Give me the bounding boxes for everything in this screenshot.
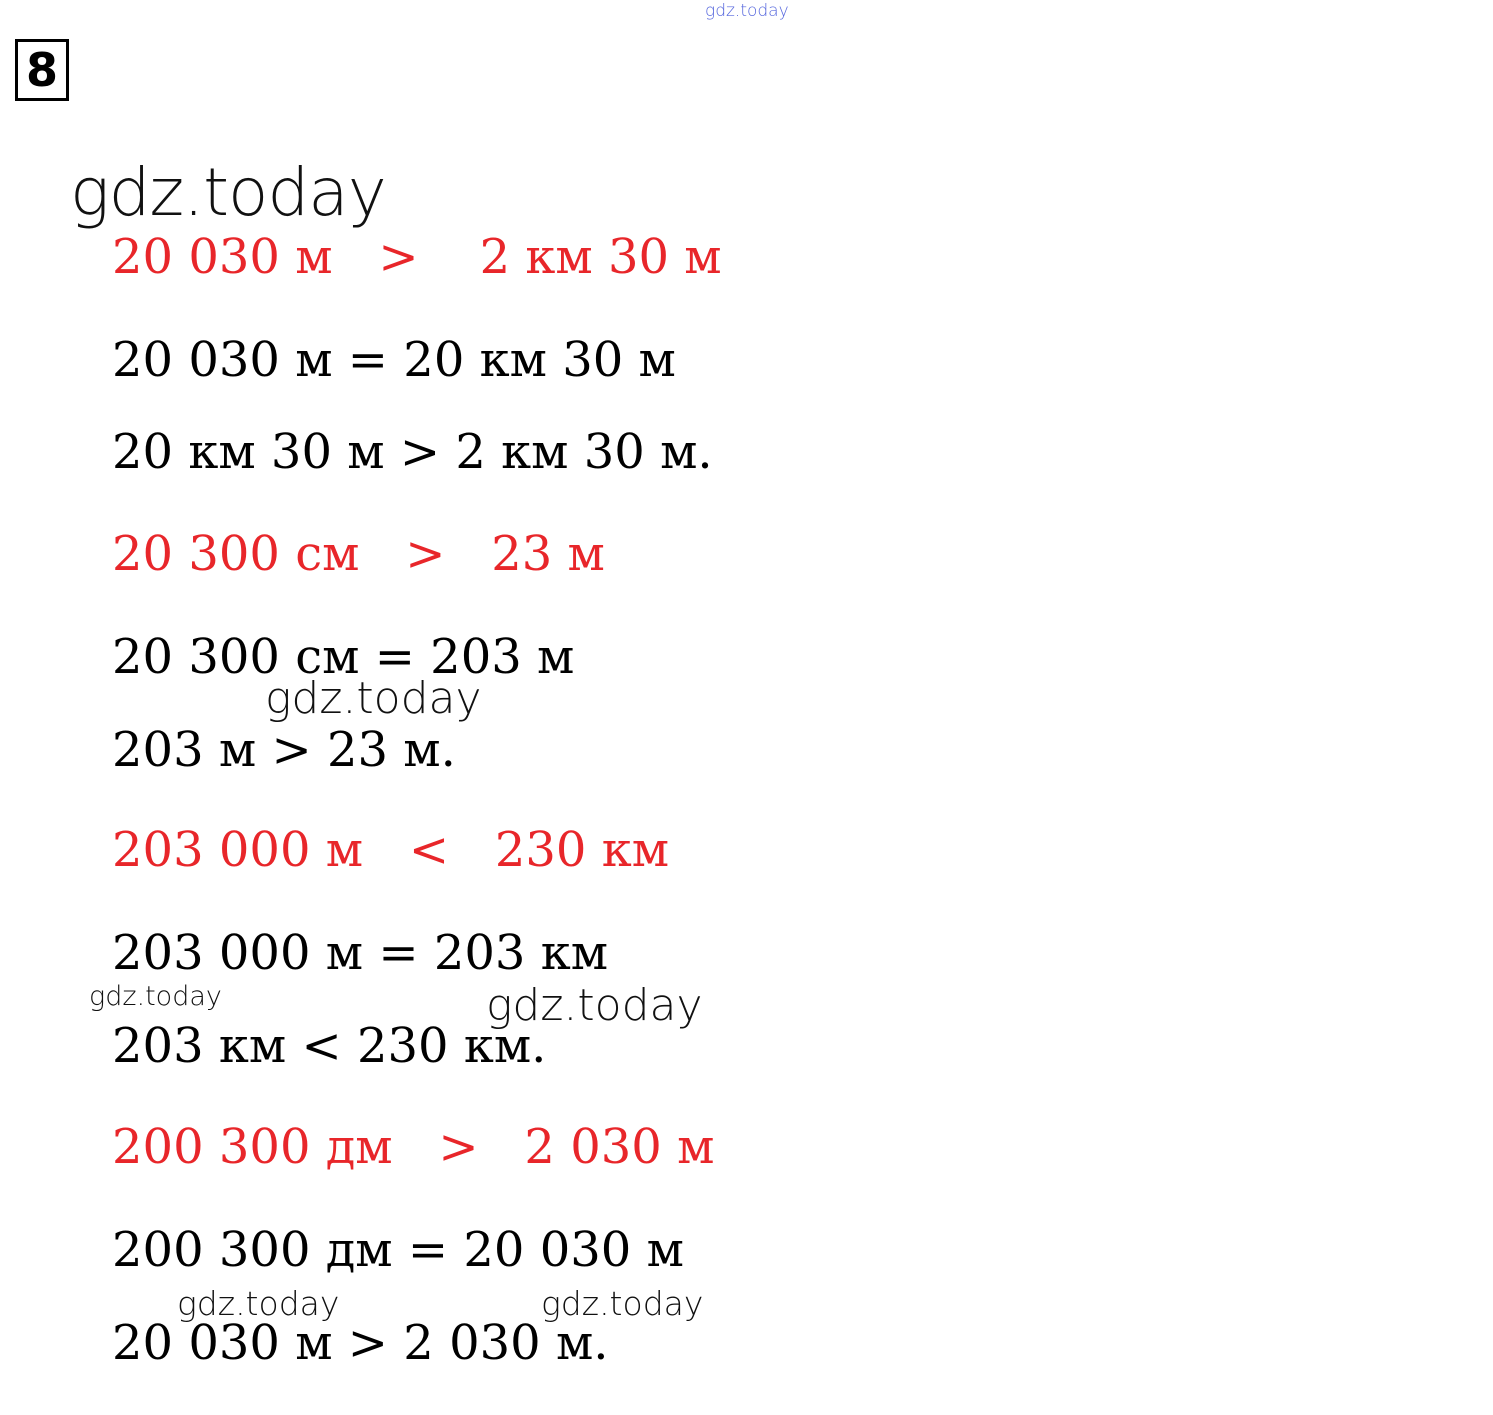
solution-line-2b: 203 м > 23 м. xyxy=(112,722,456,778)
solution-line-3b: 203 км < 230 км. xyxy=(112,1018,547,1074)
watermark-small-3: gdz.today xyxy=(541,1284,704,1323)
solution-line-1a: 20 030 м = 20 км 30 м xyxy=(112,332,676,388)
task-number-box: 8 xyxy=(15,39,69,101)
watermark-top: gdz.today xyxy=(705,1,789,21)
comparison-line-1: 20 030 м > 2 км 30 м xyxy=(112,229,722,285)
solution-line-3a: 203 000 м = 203 км xyxy=(112,925,609,981)
watermark-large: gdz.today xyxy=(70,154,386,231)
watermark-middle-1: gdz.today xyxy=(265,673,482,724)
solution-line-4b: 20 030 м > 2 030 м. xyxy=(112,1315,609,1371)
watermark-middle-2: gdz.today xyxy=(486,980,703,1031)
comparison-line-4: 200 300 дм > 2 030 м xyxy=(112,1119,715,1175)
solution-line-4a: 200 300 дм = 20 030 м xyxy=(112,1222,684,1278)
solution-line-1b: 20 км 30 м > 2 км 30 м. xyxy=(112,424,713,480)
comparison-line-3: 203 000 м < 230 км xyxy=(112,822,670,878)
watermark-small-1: gdz.today xyxy=(89,981,222,1012)
watermark-small-2: gdz.today xyxy=(177,1284,340,1323)
solution-line-2a: 20 300 см = 203 м xyxy=(112,629,575,685)
comparison-line-2: 20 300 см > 23 м xyxy=(112,526,605,582)
